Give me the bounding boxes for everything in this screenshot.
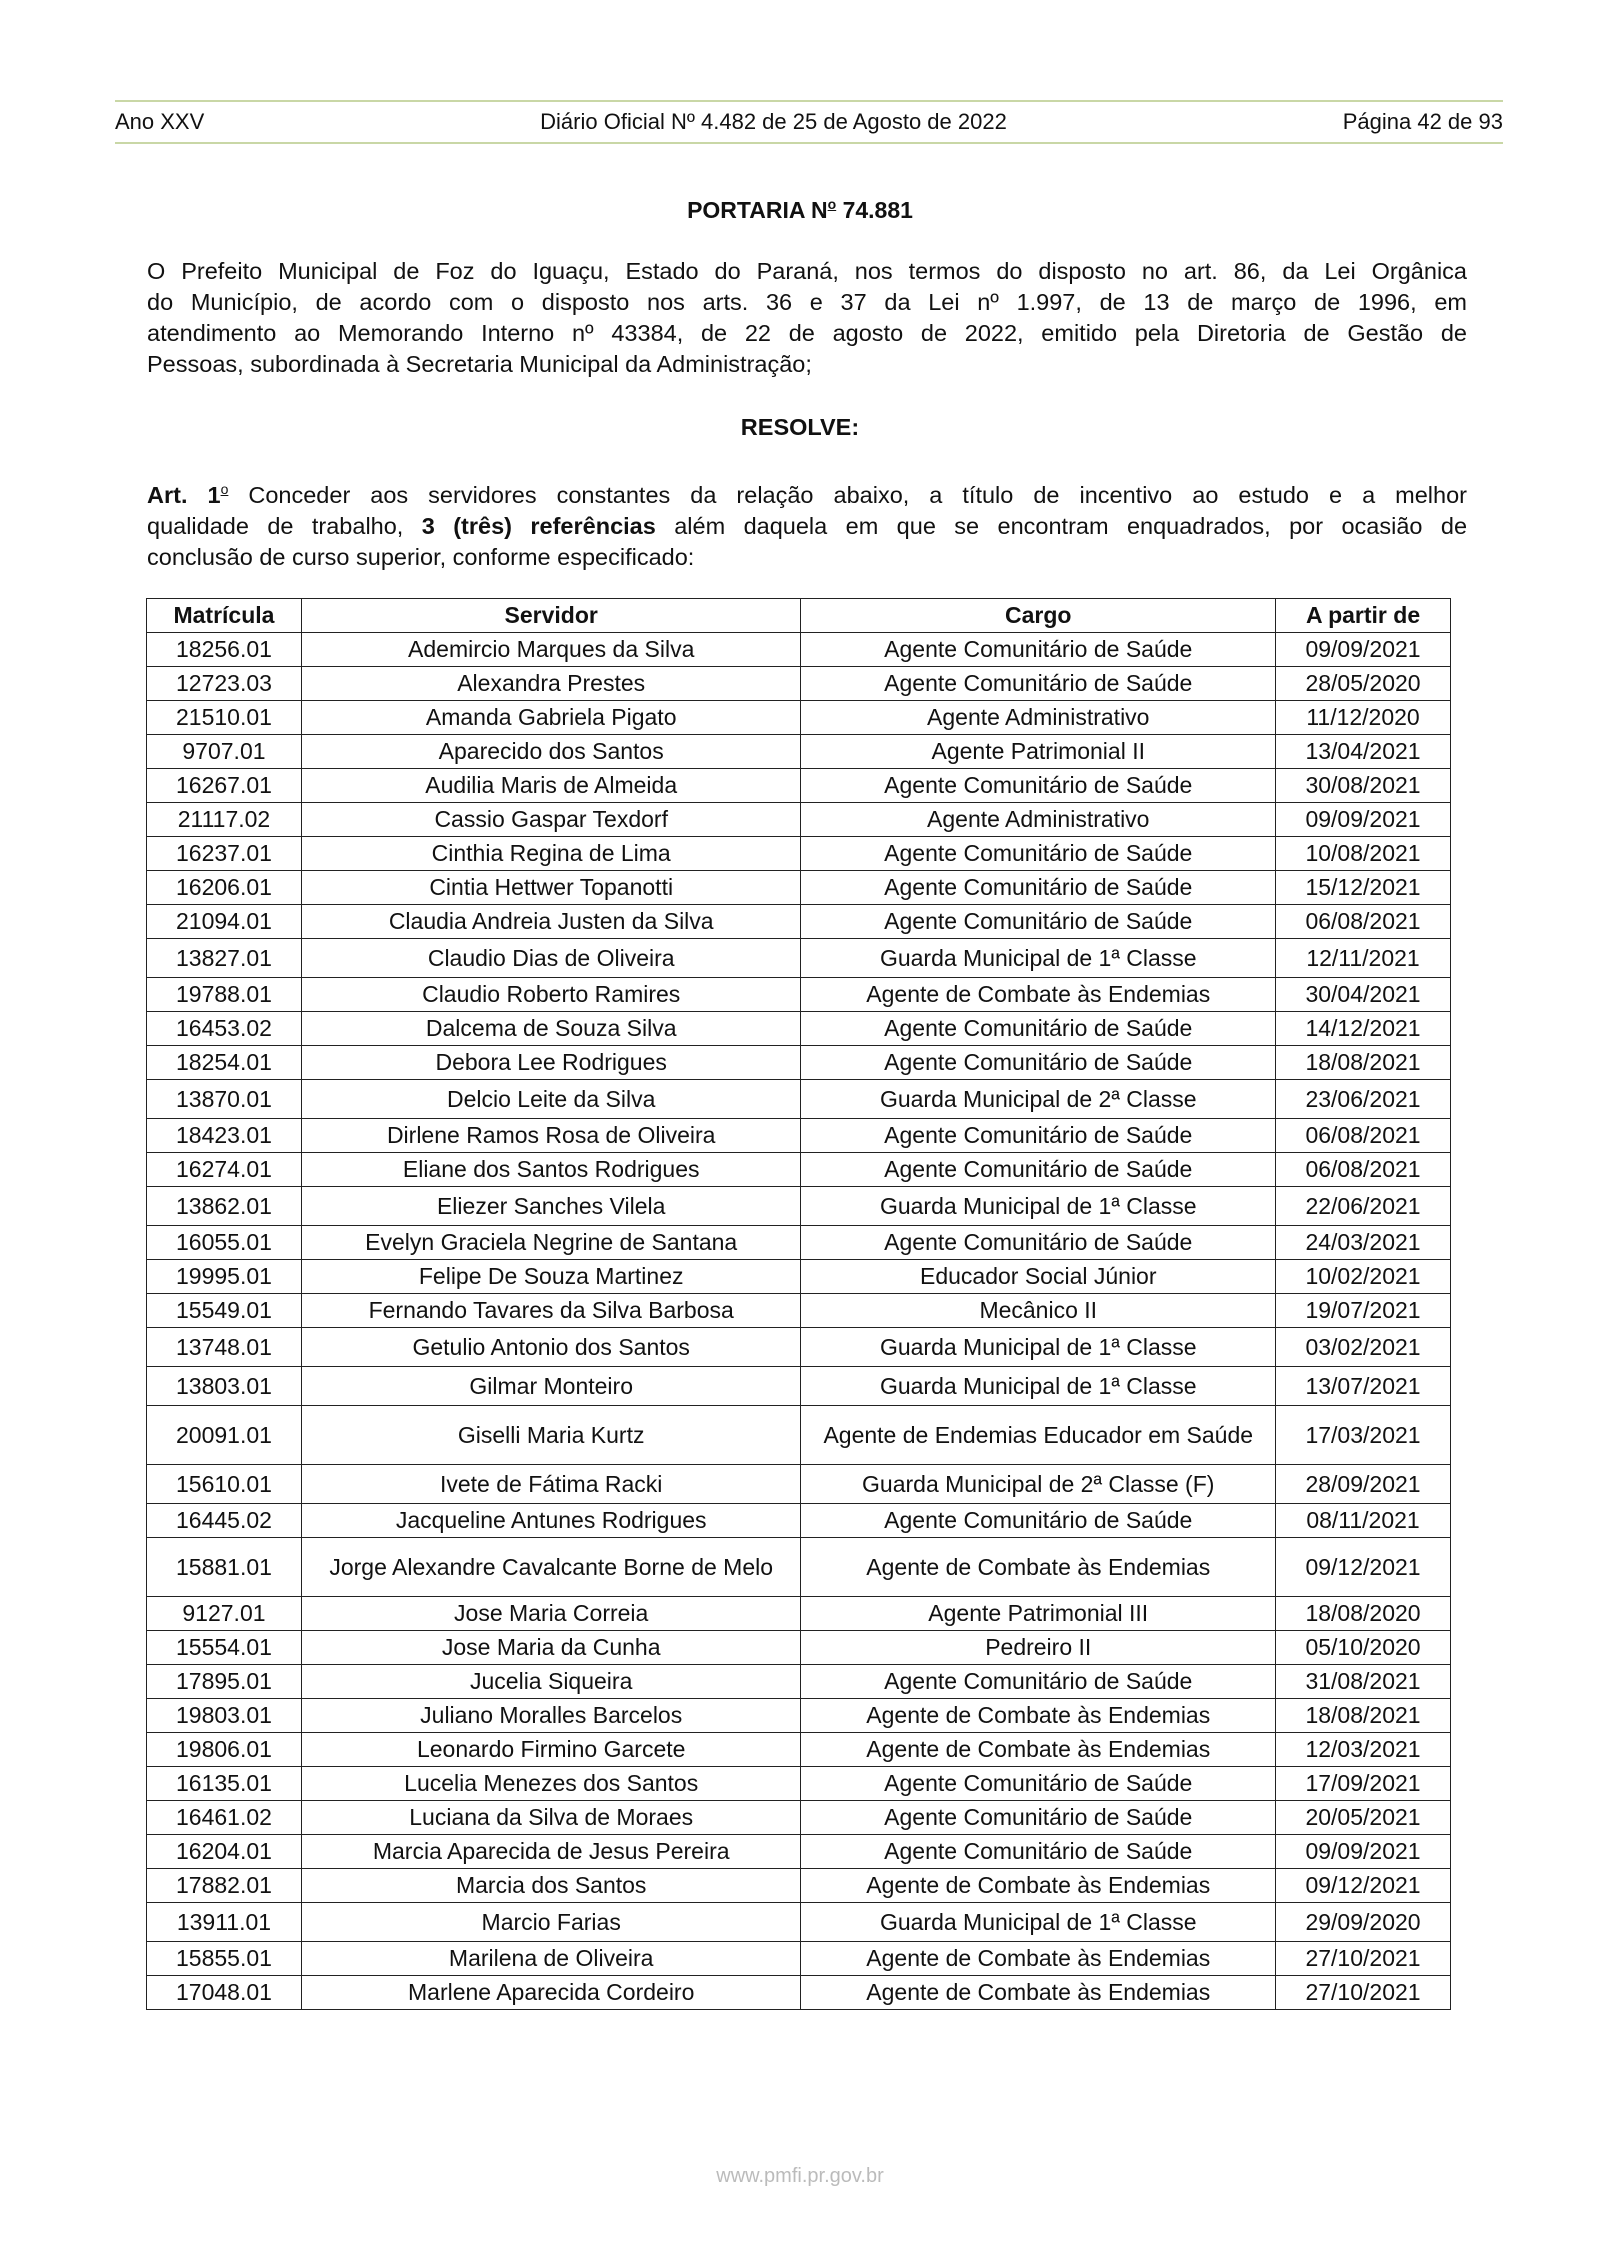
table-row [147,1767,1451,1801]
cell-data: 27/10/2021 [1276,1942,1451,1976]
table-row [147,1294,1451,1328]
table-row [147,1869,1451,1903]
cell-servidor: Luciana da Silva de Moraes [301,1801,801,1835]
cell-cargo: Agente Comunitário de Saúde [801,1835,1276,1869]
cell-data: 03/02/2021 [1276,1328,1451,1367]
cell-servidor: Dalcema de Souza Silva [301,1012,801,1046]
article-text-1: Conceder aos servidores constantes da relação abaixo, a título de incentivo ao estudo e a melhor [228,482,1467,508]
cell-data: 17/03/2021 [1276,1406,1451,1465]
cell-matricula: 13870.01 [147,1080,302,1119]
cell-matricula: 16055.01 [147,1226,302,1260]
table-row [147,1367,1451,1406]
cell-matricula: 16206.01 [147,871,302,905]
cell-cargo: Guarda Municipal de 1ª Classe [801,1367,1276,1406]
cell-matricula: 19806.01 [147,1733,302,1767]
cell-servidor: Jucelia Siqueira [301,1665,801,1699]
cell-matricula: 21117.02 [147,803,302,837]
cell-servidor: Cinthia Regina de Lima [301,837,801,871]
cell-data: 11/12/2020 [1276,701,1451,735]
intro-line: do Município, de acordo com o disposto nos arts. 36 e 37 da Lei nº 1.997, de 13 de março de 1996, em [147,289,1467,315]
cell-servidor: Lucelia Menezes dos Santos [301,1767,801,1801]
header-cargo: Cargo [801,599,1276,633]
cell-servidor: Giselli Maria Kurtz [301,1406,801,1465]
cell-cargo: Mecânico II [801,1294,1276,1328]
cell-cargo: Agente Comunitário de Saúde [801,1767,1276,1801]
cell-data: 28/05/2020 [1276,667,1451,701]
cell-cargo: Agente de Combate às Endemias [801,1538,1276,1597]
page-header [115,100,1503,144]
cell-data: 17/09/2021 [1276,1767,1451,1801]
article-label: Art. 1 [147,482,221,508]
cell-cargo: Agente de Endemias Educador em Saúde [801,1406,1276,1465]
cell-data: 08/11/2021 [1276,1504,1451,1538]
cell-servidor: Juliano Moralles Barcelos [301,1699,801,1733]
cell-cargo: Pedreiro II [801,1631,1276,1665]
cell-data: 12/11/2021 [1276,939,1451,978]
article-line-2 [147,511,1467,542]
cell-data: 09/09/2021 [1276,1835,1451,1869]
cell-data: 18/08/2021 [1276,1046,1451,1080]
table-row [147,735,1451,769]
cell-data: 30/04/2021 [1276,978,1451,1012]
title-prefix: PORTARIA N [687,197,828,223]
title-sup: o [827,196,837,212]
table-row [147,1835,1451,1869]
intro-paragraph [147,256,1467,380]
servers-table [146,598,1451,2010]
cell-cargo: Guarda Municipal de 1ª Classe [801,1903,1276,1942]
table-row [147,701,1451,735]
cell-data: 22/06/2021 [1276,1187,1451,1226]
header-a-partir-de: A partir de [1276,599,1451,633]
cell-servidor: Eliane dos Santos Rodrigues [301,1153,801,1187]
cell-cargo: Agente Comunitário de Saúde [801,1153,1276,1187]
cell-data: 13/07/2021 [1276,1367,1451,1406]
article-label-sup: o [220,481,229,497]
cell-servidor: Marilena de Oliveira [301,1942,801,1976]
article-text-2b: além daquela em que se encontram enquadrados, por ocasião de [655,513,1468,539]
intro-line: O Prefeito Municipal de Foz do Iguaçu, Estado do Paraná, nos termos do disposto no art. 86, da Lei Orgânica [147,258,1467,284]
table-row [147,978,1451,1012]
table-row [147,1465,1451,1504]
table-row [147,1119,1451,1153]
cell-data: 15/12/2021 [1276,871,1451,905]
header-servidor: Servidor [301,599,801,633]
table-row [147,1406,1451,1465]
cell-servidor: Eliezer Sanches Vilela [301,1187,801,1226]
cell-matricula: 19788.01 [147,978,302,1012]
cell-cargo: Agente Administrativo [801,701,1276,735]
title-number: 74.881 [836,197,913,223]
cell-matricula: 17048.01 [147,1976,302,2010]
cell-data: 06/08/2021 [1276,905,1451,939]
header-issue: Diário Oficial Nº 4.482 de 25 de Agosto de 2022 [540,109,1007,134]
article-bold-references: 3 (três) referências [421,513,656,539]
table-row [147,837,1451,871]
cell-data: 18/08/2020 [1276,1597,1451,1631]
cell-cargo: Guarda Municipal de 2ª Classe [801,1080,1276,1119]
cell-matricula: 13748.01 [147,1328,302,1367]
cell-matricula: 19995.01 [147,1260,302,1294]
cell-servidor: Claudia Andreia Justen da Silva [301,905,801,939]
cell-matricula: 16237.01 [147,837,302,871]
table-row [147,1260,1451,1294]
cell-servidor: Ivete de Fátima Racki [301,1465,801,1504]
cell-data: 09/12/2021 [1276,1869,1451,1903]
cell-cargo: Agente Comunitário de Saúde [801,905,1276,939]
table-row [147,939,1451,978]
cell-matricula: 18423.01 [147,1119,302,1153]
cell-matricula: 16453.02 [147,1012,302,1046]
table-row [147,1801,1451,1835]
article-line-1 [147,474,1467,511]
cell-data: 28/09/2021 [1276,1465,1451,1504]
cell-servidor: Jose Maria da Cunha [301,1631,801,1665]
cell-matricula: 13911.01 [147,1903,302,1942]
table-row [147,769,1451,803]
cell-cargo: Guarda Municipal de 1ª Classe [801,939,1276,978]
cell-data: 05/10/2020 [1276,1631,1451,1665]
cell-cargo: Agente Comunitário de Saúde [801,769,1276,803]
table-row [147,1597,1451,1631]
resolve-heading: RESOLVE: [740,414,860,440]
table-row [147,633,1451,667]
cell-cargo: Agente de Combate às Endemias [801,1869,1276,1903]
header-matricula: Matrícula [147,599,302,633]
cell-servidor: Gilmar Monteiro [301,1367,801,1406]
cell-cargo: Agente de Combate às Endemias [801,1976,1276,2010]
intro-line: Pessoas, subordinada à Secretaria Municipal da Administração; [147,351,812,377]
table-row [147,1080,1451,1119]
cell-matricula: 19803.01 [147,1699,302,1733]
portaria-title [0,196,1600,224]
cell-matricula: 9127.01 [147,1597,302,1631]
cell-servidor: Leonardo Firmino Garcete [301,1733,801,1767]
cell-servidor: Marlene Aparecida Cordeiro [301,1976,801,2010]
header-year: Ano XXV [115,109,205,134]
cell-servidor: Ademircio Marques da Silva [301,633,801,667]
cell-data: 06/08/2021 [1276,1119,1451,1153]
cell-servidor: Amanda Gabriela Pigato [301,701,801,735]
cell-servidor: Fernando Tavares da Silva Barbosa [301,1294,801,1328]
cell-servidor: Jose Maria Correia [301,1597,801,1631]
cell-servidor: Jacqueline Antunes Rodrigues [301,1504,801,1538]
table-row [147,1504,1451,1538]
cell-cargo: Guarda Municipal de 1ª Classe [801,1187,1276,1226]
cell-cargo: Agente Comunitário de Saúde [801,1046,1276,1080]
cell-data: 13/04/2021 [1276,735,1451,769]
table-row [147,1012,1451,1046]
cell-servidor: Dirlene Ramos Rosa de Oliveira [301,1119,801,1153]
cell-servidor: Alexandra Prestes [301,667,801,701]
cell-cargo: Agente Comunitário de Saúde [801,1119,1276,1153]
cell-data: 27/10/2021 [1276,1976,1451,2010]
cell-data: 09/09/2021 [1276,803,1451,837]
cell-cargo: Agente de Combate às Endemias [801,1733,1276,1767]
cell-matricula: 16274.01 [147,1153,302,1187]
cell-data: 09/12/2021 [1276,1538,1451,1597]
cell-data: 24/03/2021 [1276,1226,1451,1260]
cell-data: 10/02/2021 [1276,1260,1451,1294]
cell-matricula: 21510.01 [147,701,302,735]
cell-data: 19/07/2021 [1276,1294,1451,1328]
cell-cargo: Guarda Municipal de 2ª Classe (F) [801,1465,1276,1504]
cell-data: 06/08/2021 [1276,1153,1451,1187]
cell-cargo: Agente Administrativo [801,803,1276,837]
cell-data: 29/09/2020 [1276,1903,1451,1942]
table-row [147,1976,1451,2010]
table-row [147,1942,1451,1976]
table-row [147,1631,1451,1665]
cell-servidor: Marcio Farias [301,1903,801,1942]
cell-matricula: 15855.01 [147,1942,302,1976]
cell-cargo: Agente Comunitário de Saúde [801,837,1276,871]
table-row [147,871,1451,905]
cell-servidor: Marcia dos Santos [301,1869,801,1903]
table-row [147,1699,1451,1733]
intro-line: atendimento ao Memorando Interno nº 43384, de 22 de agosto de 2022, emitido pela Diretoria de Gestão de [147,320,1467,346]
cell-cargo: Agente Comunitário de Saúde [801,1665,1276,1699]
cell-cargo: Guarda Municipal de 1ª Classe [801,1328,1276,1367]
cell-matricula: 21094.01 [147,905,302,939]
cell-matricula: 17895.01 [147,1665,302,1699]
cell-matricula: 20091.01 [147,1406,302,1465]
table-row [147,1538,1451,1597]
header-page: Página 42 de 93 [1342,109,1503,134]
cell-data: 31/08/2021 [1276,1665,1451,1699]
cell-matricula: 13803.01 [147,1367,302,1406]
cell-cargo: Agente de Combate às Endemias [801,1942,1276,1976]
cell-matricula: 16445.02 [147,1504,302,1538]
cell-matricula: 18256.01 [147,633,302,667]
cell-data: 20/05/2021 [1276,1801,1451,1835]
cell-servidor: Evelyn Graciela Negrine de Santana [301,1226,801,1260]
table-row [147,1046,1451,1080]
cell-matricula: 15549.01 [147,1294,302,1328]
table-row [147,1226,1451,1260]
cell-data: 09/09/2021 [1276,633,1451,667]
cell-servidor: Claudio Roberto Ramires [301,978,801,1012]
cell-data: 14/12/2021 [1276,1012,1451,1046]
cell-matricula: 16461.02 [147,1801,302,1835]
cell-cargo: Agente Comunitário de Saúde [801,1012,1276,1046]
cell-servidor: Delcio Leite da Silva [301,1080,801,1119]
cell-matricula: 18254.01 [147,1046,302,1080]
cell-data: 18/08/2021 [1276,1699,1451,1733]
cell-servidor: Jorge Alexandre Cavalcante Borne de Melo [301,1538,801,1597]
cell-cargo: Agente Comunitário de Saúde [801,1226,1276,1260]
cell-matricula: 15554.01 [147,1631,302,1665]
article-text-2a: qualidade de trabalho, [147,513,422,539]
table-row [147,1733,1451,1767]
cell-servidor: Cassio Gaspar Texdorf [301,803,801,837]
footer-url: www.pmfi.pr.gov.br [716,2165,884,2187]
cell-servidor: Aparecido dos Santos [301,735,801,769]
cell-cargo: Agente Comunitário de Saúde [801,1504,1276,1538]
cell-cargo: Agente Comunitário de Saúde [801,871,1276,905]
cell-servidor: Felipe De Souza Martinez [301,1260,801,1294]
cell-matricula: 15610.01 [147,1465,302,1504]
cell-cargo: Agente de Combate às Endemias [801,978,1276,1012]
cell-servidor: Audilia Maris de Almeida [301,769,801,803]
cell-data: 30/08/2021 [1276,769,1451,803]
article-line-3: conclusão de curso superior, conforme especificado: [147,544,695,570]
table-row [147,1903,1451,1942]
cell-cargo: Agente Patrimonial III [801,1597,1276,1631]
article-paragraph [147,474,1467,573]
cell-matricula: 9707.01 [147,735,302,769]
cell-servidor: Cintia Hettwer Topanotti [301,871,801,905]
table-row [147,1187,1451,1226]
cell-matricula: 13827.01 [147,939,302,978]
table-row [147,667,1451,701]
cell-servidor: Getulio Antonio dos Santos [301,1328,801,1367]
cell-cargo: Agente Comunitário de Saúde [801,633,1276,667]
cell-matricula: 13862.01 [147,1187,302,1226]
table-header-row [147,599,1451,633]
table-row [147,905,1451,939]
cell-cargo: Agente de Combate às Endemias [801,1699,1276,1733]
cell-cargo: Agente Patrimonial II [801,735,1276,769]
table-row [147,803,1451,837]
cell-servidor: Claudio Dias de Oliveira [301,939,801,978]
cell-matricula: 17882.01 [147,1869,302,1903]
cell-matricula: 12723.03 [147,667,302,701]
cell-matricula: 16135.01 [147,1767,302,1801]
cell-cargo: Agente Comunitário de Saúde [801,1801,1276,1835]
cell-servidor: Debora Lee Rodrigues [301,1046,801,1080]
cell-matricula: 15881.01 [147,1538,302,1597]
cell-data: 10/08/2021 [1276,837,1451,871]
cell-cargo: Agente Comunitário de Saúde [801,667,1276,701]
table-row [147,1665,1451,1699]
cell-servidor: Marcia Aparecida de Jesus Pereira [301,1835,801,1869]
cell-cargo: Educador Social Júnior [801,1260,1276,1294]
cell-matricula: 16267.01 [147,769,302,803]
table-row [147,1328,1451,1367]
cell-data: 12/03/2021 [1276,1733,1451,1767]
table-row [147,1153,1451,1187]
cell-data: 23/06/2021 [1276,1080,1451,1119]
cell-matricula: 16204.01 [147,1835,302,1869]
